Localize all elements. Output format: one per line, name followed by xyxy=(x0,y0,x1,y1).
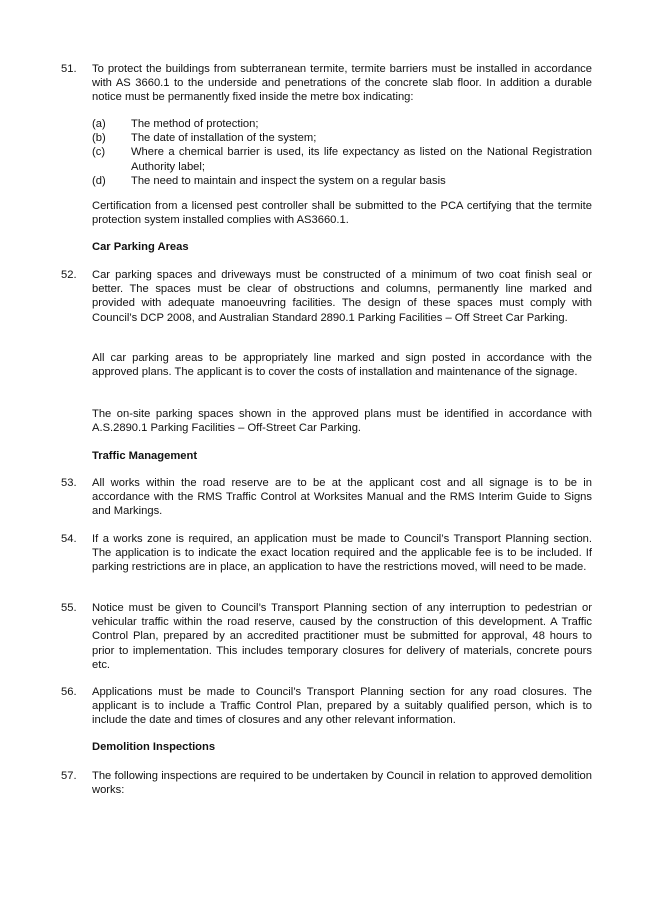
list-item-text: Where a chemical barrier is used, its life expectancy as listed on the National Registration Authority label; xyxy=(131,146,592,173)
condition-57-number: 57. xyxy=(61,770,77,782)
section-heading-demolition-inspections: Demolition Inspections xyxy=(92,741,216,753)
condition-52-paragraph-2: All car parking areas to be appropriately line marked and sign posted in accordance with the approved plans. The applicant is to cover the costs of installation and maintenance of the signage. xyxy=(92,352,592,379)
condition-52-number: 52. xyxy=(61,269,77,281)
condition-51-number: 51. xyxy=(61,63,77,75)
list-item-label: (c) xyxy=(92,146,106,159)
list-item-label: (b) xyxy=(92,132,106,145)
condition-56-number: 56. xyxy=(61,686,77,698)
section-heading-traffic-management: Traffic Management xyxy=(92,450,198,462)
list-item xyxy=(92,174,592,188)
list-item xyxy=(92,131,592,145)
list-item-label: (d) xyxy=(92,174,106,187)
list-item-label: (a) xyxy=(92,118,106,130)
list-item xyxy=(92,145,592,173)
condition-52-paragraph-1: Car parking spaces and driveways must be constructed of a minimum of two coat finish seal or better. The spaces must be clear of obstructions and columns, permanently line marked and provided with adequate manoeuvring facilities. The design of these spaces must comply with Council’s DCP 2008, and Australian Standard 2890.1 Parking Facilities – Off Street Car Parking. xyxy=(92,269,592,324)
condition-55-text: Notice must be given to Council’s Transport Planning section of any interruption to pedestrian or vehicular traffic within the road reserve, caused by the construction of this development. A Traffic Control Plan, prepared by an accredited practitioner must be submitted for approval, 48 hours to prior to implementation. This includes temporary closures for delivery of materials, concrete pours etc. xyxy=(92,602,592,671)
condition-56-text: Applications must be made to Council’s Transport Planning section for any road closures. The applicant is to include a Traffic Control Plan, prepared by a suitably qualified person, which is to include the date and times of closures and any other relevant information. xyxy=(92,686,592,727)
section-heading-car-parking: Car Parking Areas xyxy=(92,241,189,253)
list-item-text: The method of protection; xyxy=(131,118,259,130)
condition-55-number: 55. xyxy=(61,602,77,614)
list-item-text: The need to maintain and inspect the system on a regular basis xyxy=(131,174,446,187)
condition-57-text: The following inspections are required to be undertaken by Council in relation to approved demolition works: xyxy=(92,770,592,797)
list-item-text: The date of installation of the system; xyxy=(131,132,317,145)
condition-51-text: To protect the buildings from subterranean termite, termite barriers must be installed in accordance with AS 3660.1 to the underside and penetrations of the concrete slab floor. In addition a durable notice must be permanently fixed inside the metre box indicating: xyxy=(92,63,592,104)
condition-54-number: 54. xyxy=(61,533,77,545)
condition-51-certification-note: Certification from a licensed pest controller shall be submitted to the PCA certifying that the termite protection system installed complies with AS3660.1. xyxy=(92,200,592,227)
list-item xyxy=(92,117,592,131)
condition-51-list xyxy=(92,117,592,188)
condition-54-text: If a works zone is required, an application must be made to Council’s Transport Planning section. The application is to indicate the exact location required and the applicable fee is to be included. If parking restrictions are in place, an application to have the restrictions moved, will need to be made. xyxy=(92,533,592,574)
condition-52-paragraph-3: The on-site parking spaces shown in the approved plans must be identified in accordance with A.S.2890.1 Parking Facilities – Off-Street Car Parking. xyxy=(92,408,592,435)
condition-53-text: All works within the road reserve are to be at the applicant cost and all signage is to be in accordance with the RMS Traffic Control at Worksites Manual and the RMS Interim Guide to Signs and Markings. xyxy=(92,477,592,518)
condition-53-number: 53. xyxy=(61,477,77,489)
